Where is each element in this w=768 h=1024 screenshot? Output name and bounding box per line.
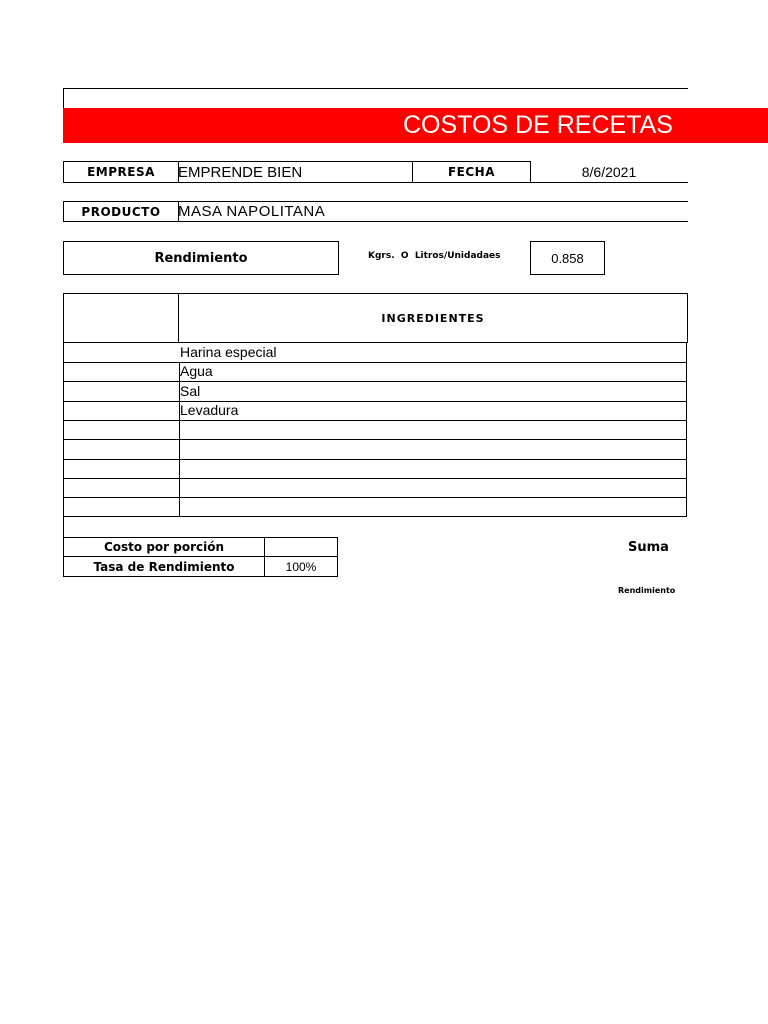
row-number-cell — [64, 401, 180, 420]
ingredients-header — [178, 293, 688, 343]
row-number-cell — [64, 497, 180, 516]
row-number-cell — [64, 478, 180, 497]
table-row — [63, 478, 687, 498]
rendimiento-small-label: Rendimiento — [618, 586, 676, 595]
fecha-value-text: 8/6/2021 — [581, 163, 637, 180]
empresa-value — [178, 161, 413, 183]
page-title: COSTOS DE RECETAS — [403, 111, 673, 139]
rendimiento-value: 0.858 — [551, 250, 584, 266]
rendimiento-value-box — [530, 241, 605, 275]
table-row — [63, 497, 687, 517]
rendimiento-label: Rendimiento — [154, 250, 248, 266]
table-row — [63, 343, 687, 363]
ingredients-header-left — [63, 293, 179, 343]
table-row — [63, 440, 687, 460]
fecha-label: FECHA — [412, 161, 531, 183]
ingredient-name: Agua — [180, 363, 213, 379]
tasa-value — [264, 556, 338, 577]
rendimiento-unit-label: Kgrs. O Litros/Unidadaes — [368, 251, 501, 261]
ingredients-header-text: INGREDIENTES — [381, 311, 485, 325]
tasa-label: Tasa de Rendimiento — [63, 556, 265, 577]
ingredient-name: Harina especial — [180, 344, 277, 360]
row-number-cell — [64, 420, 180, 439]
title-bar — [63, 108, 768, 143]
row-number-cell — [64, 382, 180, 401]
row-number-cell — [64, 459, 180, 478]
producto-value-text: MASA NAPOLITANA — [178, 203, 326, 220]
table-row — [63, 420, 687, 440]
table-left-border — [63, 517, 64, 537]
suma-label: Suma — [628, 540, 669, 555]
row-number-cell — [64, 343, 179, 362]
costo-label: Costo por porción — [63, 537, 265, 557]
rendimiento-box — [63, 241, 339, 275]
table-row — [63, 459, 687, 479]
empresa-label: EMPRESA — [63, 161, 179, 183]
sheet-top-border — [63, 88, 688, 109]
ingredient-name: Levadura — [180, 402, 239, 418]
costo-value — [264, 537, 338, 557]
ingredient-name: Sal — [180, 383, 201, 399]
row-number-cell — [64, 362, 180, 381]
table-row — [63, 362, 687, 382]
fecha-value — [530, 161, 688, 183]
tasa-value-text: 100% — [285, 559, 317, 574]
table-row — [63, 401, 687, 421]
table-row — [63, 382, 687, 402]
empresa-value-text: EMPRENDE BIEN — [178, 163, 303, 181]
producto-value — [178, 201, 688, 222]
producto-label: PRODUCTO — [63, 201, 179, 222]
row-number-cell — [64, 440, 180, 459]
